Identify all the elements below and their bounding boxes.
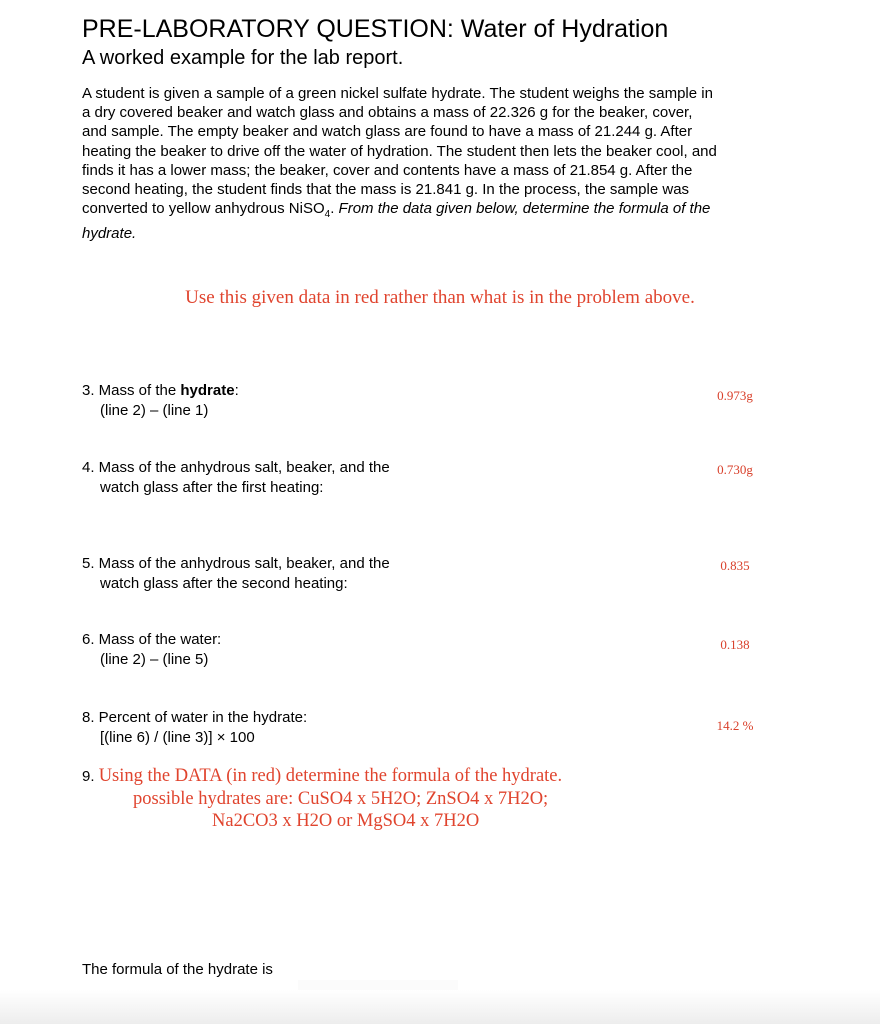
item-label: 3. Mass of the: [82, 382, 181, 399]
page-subtitle: A worked example for the lab report.: [82, 47, 404, 69]
item-label: 6. Mass of the water:: [82, 631, 222, 648]
item-5: [82, 554, 390, 594]
item-sublabel: (line 2) – (line 1): [100, 402, 209, 419]
item-label: :: [234, 382, 239, 399]
item-4-value: 0.730g: [717, 462, 753, 477]
item-label-bold: hydrate: [180, 382, 235, 399]
question-text: Using the DATA (in red) determine the formula of the hydrate.: [98, 766, 563, 786]
problem-line: A student is given a sample of a green nickel sulfate hydrate. The student weighs the sample in: [82, 85, 713, 102]
page-title: PRE-LABORATORY QUESTION: Water of Hydration: [82, 15, 669, 43]
problem-line: and sample. The empty beaker and watch glass are found to have a mass of 21.244 g. After: [82, 123, 693, 141]
item-sublabel: [(line 6) / (line 3)] × 100: [100, 729, 255, 746]
subscript: 4: [324, 209, 331, 221]
problem-line: a dry covered beaker and watch glass and obtains a mass of 22.326 g for the beaker, cover,: [82, 104, 693, 122]
problem-text: converted to yellow anhydrous NiSO: [82, 200, 325, 218]
item-5-value: 0.835: [720, 558, 750, 573]
item-3: [82, 381, 239, 421]
item-sublabel: watch glass after the second heating:: [100, 575, 348, 592]
problem-line: heating the beaker to drive off the water of hydration. The student then lets the beaker cool, and: [82, 142, 717, 160]
problem-line: finds it has a lower mass; the beaker, cover and contents have a mass of 21.854 g. After the: [82, 161, 693, 179]
item-sublabel: watch glass after the first heating:: [100, 479, 324, 496]
formula-label: The formula of the hydrate is: [82, 961, 273, 978]
question-9: [82, 765, 562, 788]
item-4: [82, 458, 390, 498]
item-6-value: 0.138: [720, 637, 750, 652]
page-bottom-shadow: [0, 990, 880, 1024]
item-8: [82, 708, 307, 748]
item-label: 8. Percent of water in the hydrate:: [82, 709, 308, 726]
item-6: [82, 630, 221, 670]
possible-hydrates-line: Na2CO3 x H2O or MgSO4 x 7H2O: [212, 811, 480, 831]
problem-line: [82, 199, 798, 224]
red-note: Use this given data in red rather than what is in the problem above.: [185, 287, 695, 308]
item-label: 4. Mass of the anhydrous salt, beaker, and the: [82, 459, 390, 476]
problem-text: .: [330, 200, 339, 218]
problem-instruction: hydrate.: [82, 225, 137, 243]
item-8-value: 14.2 %: [716, 718, 754, 733]
problem-statement: [82, 84, 798, 244]
item-sublabel: (line 2) – (line 5): [100, 651, 209, 668]
question-number: 9.: [82, 768, 95, 785]
possible-hydrates-line: possible hydrates are: CuSO4 x 5H2O; ZnSO4 x 7H2O;: [133, 789, 549, 809]
item-label: 5. Mass of the anhydrous salt, beaker, and the: [82, 555, 390, 572]
item-3-value: 0.973g: [717, 388, 753, 403]
problem-line: second heating, the student finds that the mass is 21.841 g. In the process, the sample was: [82, 181, 690, 199]
problem-instruction: From the data given below, determine the formula of the: [338, 200, 711, 218]
